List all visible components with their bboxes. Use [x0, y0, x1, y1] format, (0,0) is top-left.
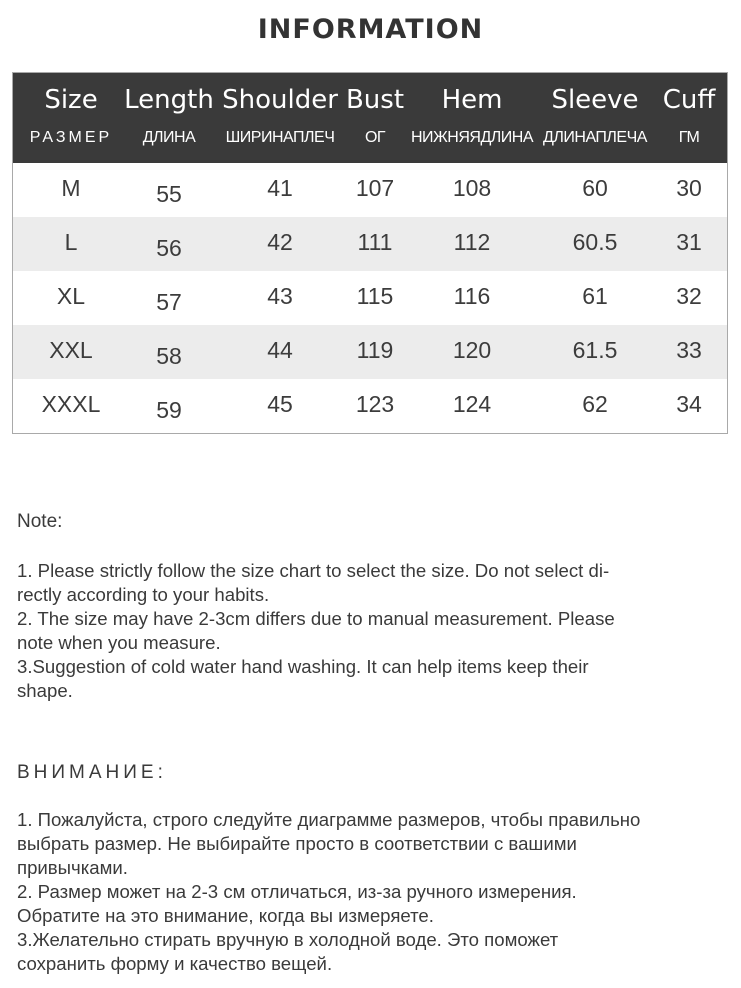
note-ru-line: 2. Размер может на 2-3 см отличаться, из-за ручного измерения.: [17, 881, 577, 902]
page-title: INFORMATION: [257, 14, 484, 45]
cell-cuff: 32: [676, 283, 702, 309]
cell-size: L: [64, 229, 78, 255]
note-ru-text: [17, 808, 727, 976]
cell-sleeve: 62: [582, 391, 608, 417]
cell-length: 56: [156, 235, 182, 261]
header-length: [119, 73, 219, 163]
note-heading: Note:: [17, 511, 63, 532]
header-hem-en: Hem: [441, 85, 503, 115]
cell-size: M: [61, 175, 81, 201]
cell-bust: 119: [356, 337, 394, 363]
note-text: [17, 559, 727, 703]
cell-size: XXXL: [41, 391, 101, 417]
cell-cuff: 34: [676, 391, 702, 417]
cell-shoulder: 45: [267, 391, 293, 417]
cell-size: XL: [56, 283, 86, 309]
header-cuff-en: Cuff: [662, 85, 716, 115]
header-hem: [410, 73, 534, 163]
cell-shoulder: 42: [267, 229, 293, 255]
note-ru-line: выбрать размер. Не выбирайте просто в соответствии с вашими: [17, 833, 577, 854]
cell-cuff: 31: [676, 229, 702, 255]
cell-bust: 123: [355, 391, 395, 417]
note-line: 3.Suggestion of cold water hand washing. It can help items keep their: [17, 656, 589, 677]
cell-hem: 116: [453, 283, 491, 309]
cell-hem: 120: [452, 337, 492, 363]
header-sleeve-en: Sleeve: [551, 85, 639, 115]
cell-bust: 107: [355, 175, 395, 201]
size-chart-table: [12, 72, 728, 434]
table-header: [13, 73, 727, 163]
note-line: rectly according to your habits.: [17, 584, 270, 605]
table-row: [13, 379, 727, 433]
header-length-en: Length: [124, 85, 214, 115]
header-cuff: [639, 73, 728, 163]
cell-hem: 108: [452, 175, 492, 201]
header-hem-ru: НИЖНЯЯДЛИНА: [410, 129, 534, 146]
note-ru-line: сохранить форму и качество вещей.: [17, 953, 333, 974]
cell-bust: 115: [356, 283, 394, 309]
table-row: [13, 217, 727, 271]
cell-hem: 124: [452, 391, 492, 417]
note-ru-line: 3.Желательно стирать вручную в холодной воде. Это поможет: [17, 929, 559, 950]
note-ru-heading: ВНИМАНИЕ:: [17, 762, 167, 783]
cell-hem: 112: [453, 229, 491, 255]
cell-sleeve: 61.5: [572, 337, 618, 363]
cell-length: 58: [156, 343, 182, 369]
header-length-ru: ДЛИНА: [142, 129, 196, 146]
cell-sleeve: 60: [582, 175, 608, 201]
cell-sleeve: 60.5: [572, 229, 618, 255]
cell-length: 59: [156, 397, 182, 423]
table-row: [13, 271, 727, 325]
header-shoulder-en: Shoulder: [222, 85, 338, 115]
note-line: note when you measure.: [17, 632, 221, 653]
cell-cuff: 33: [676, 337, 702, 363]
cell-length: 55: [156, 181, 182, 207]
header-size-en: Size: [44, 85, 98, 115]
cell-length: 57: [156, 289, 182, 315]
header-bust-en: Bust: [345, 85, 405, 115]
cell-cuff: 30: [676, 175, 702, 201]
header-bust-ru: ОГ: [364, 129, 386, 146]
note-line: 2. The size may have 2-3cm differs due to manual measurement. Please: [17, 608, 615, 629]
header-shoulder-ru: ШИРИНАПЛЕЧ: [225, 129, 335, 146]
note-line: shape.: [17, 680, 73, 701]
cell-shoulder: 43: [267, 283, 293, 309]
header-size-ru: РАЗМЕР: [29, 129, 113, 146]
cell-shoulder: 44: [267, 337, 293, 363]
note-ru-line: привычками.: [17, 857, 128, 878]
note-ru-line: Обратите на это внимание, когда вы измеряете.: [17, 905, 434, 926]
header-cuff-ru: ГМ: [678, 129, 700, 146]
note-line: 1. Please strictly follow the size chart to select the size. Do not select di-: [17, 560, 610, 581]
cell-size: XXL: [49, 337, 93, 363]
cell-sleeve: 61: [582, 283, 608, 309]
cell-shoulder: 41: [267, 175, 293, 201]
note-ru-line: 1. Пожалуйста, строго следуйте диаграмме размеров, чтобы правильно: [17, 809, 641, 830]
table-row: [13, 163, 727, 217]
cell-bust: 111: [357, 229, 393, 255]
table-row: [13, 325, 727, 379]
header-sleeve-ru: ДЛИНАПЛЕЧА: [543, 129, 647, 146]
